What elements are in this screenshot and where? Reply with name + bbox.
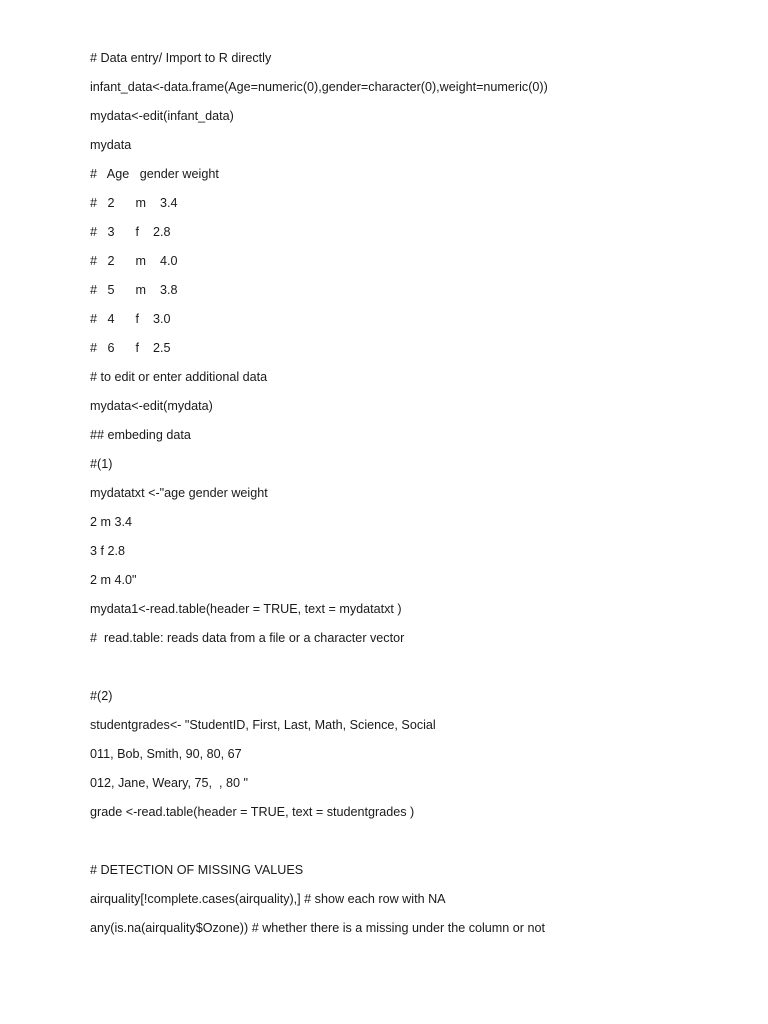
code-line: airquality[!complete.cases(airquality),] # show each row with NA <box>90 892 446 906</box>
comment-line: #(2) <box>90 689 113 703</box>
comment-line: # Age gender weight <box>90 167 219 181</box>
code-line: mydata<-edit(infant_data) <box>90 109 234 123</box>
code-line: 3 f 2.8 <box>90 544 126 558</box>
code-line: grade <-read.table(header = TRUE, text = studentgrades ) <box>90 805 415 819</box>
comment-line: # DETECTION OF MISSING VALUES <box>90 863 304 877</box>
blank-line <box>90 653 730 682</box>
code-line: 2 m 4.0" <box>90 573 137 587</box>
comment-line: # Data entry/ Import to R directly <box>90 51 272 65</box>
comment-line: # 4 f 3.0 <box>90 312 171 326</box>
comment-line: # 5 m 3.8 <box>90 283 178 297</box>
code-line: studentgrades<- "StudentID, First, Last, Math, Science, Social <box>90 718 436 732</box>
comment-line: # 3 f 2.8 <box>90 225 171 239</box>
comment-line: ## embeding data <box>90 428 191 442</box>
comment-line: # 2 m 3.4 <box>90 196 178 210</box>
code-line: mydata<-edit(mydata) <box>90 399 213 413</box>
comment-line: # to edit or enter additional data <box>90 370 268 384</box>
code-line: mydata1<-read.table(header = TRUE, text = mydatatxt ) <box>90 602 402 616</box>
code-line: infant_data<-data.frame(Age=numeric(0),gender=character(0),weight=numeric(0)) <box>90 80 548 94</box>
code-line: 2 m 3.4 <box>90 515 132 529</box>
code-line: mydatatxt <-"age gender weight <box>90 486 268 500</box>
code-line: any(is.na(airquality$Ozone)) # whether there is a missing under the column or not <box>90 921 545 935</box>
document-body <box>90 44 730 943</box>
code-line: 011, Bob, Smith, 90, 80, 67 <box>90 747 242 761</box>
comment-line: #(1) <box>90 457 113 471</box>
code-line: mydata <box>90 138 132 152</box>
code-line: 012, Jane, Weary, 75, , 80 " <box>90 776 249 790</box>
comment-line: # read.table: reads data from a file or a character vector <box>90 631 405 645</box>
comment-line: # 2 m 4.0 <box>90 254 178 268</box>
blank-line <box>90 827 730 856</box>
comment-line: # 6 f 2.5 <box>90 341 171 355</box>
